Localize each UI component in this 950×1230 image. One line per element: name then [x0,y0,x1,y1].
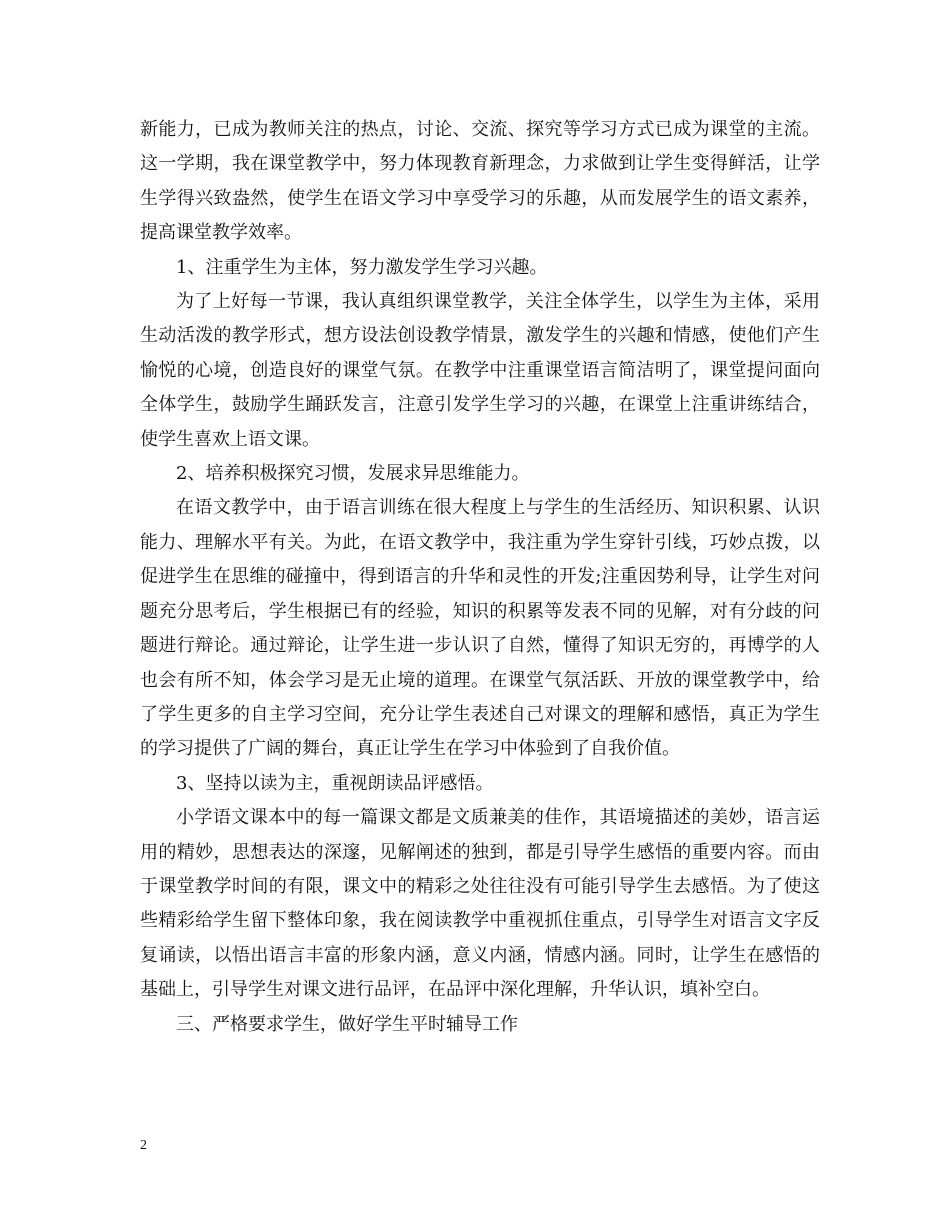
page-number: 2 [140,1138,147,1153]
section-heading-2: 2、培养积极探究习惯，发展求异思维能力。 [176,463,530,485]
paragraph-4: 小学语文课本中的每一篇课文都是文质兼美的佳作，其语境描述的美妙，语言运用的精妙，思想表达的深邃，见解阐述的独到，都是引导学生感悟的重要内容。而由于课堂教学时间的有限，课文中的精彩之处往往没有可能引导学生去感悟。为了使这些精彩给学生留下整体印象，我在阅读教学中重视抓住重点，引导学生对语言文字反复诵读，以悟出语言丰富的形象内涵，意义内涵，情感内涵。同时，让学生在感悟的基础上，引导学生对课文进行品评，在品评中深化理解，升华认识，填补空白。 [140,807,820,1001]
section-heading-1: 1、注重学生为主体，努力激发学生学习兴趣。 [176,256,548,278]
paragraph-3: 在语文教学中，由于语言训练在很大程度上与学生的生活经历、知识积累、认识能力、理解水平有关。为此，在语文教学中，我注重为学生穿针引线，巧妙点拨，以促进学生在思维的碰撞中，得到语言的升华和灵性的开发;注重因势利导，让学生对问题充分思考后，学生根据已有的经验，知识的积累等发表不同的见解，对有分歧的问题进行辩论。通过辩论，让学生进一步认识了自然，懂得了知识无穷的，再博学的人也会有所不知，体会学习是无止境的道理。在课堂气氛活跃、开放的课堂教学中，给了学生更多的自主学习空间，充分让学生表述自己对课文的理解和感悟，真正为学生的学习提供了广阔的舞台，真正让学生在学习中体验到了自我价值。 [140,497,820,760]
section-heading-3: 3、坚持以读为主，重视朗读品评感悟。 [176,772,494,794]
paragraph-2: 为了上好每一节课，我认真组织课堂教学，关注全体学生，以学生为主体，采用生动活泼的教学形式，想方设法创设教学情景，激发学生的兴趣和情感，使他们产生愉悦的心境，创造良好的课堂气氛。在教学中注重课堂语言简洁明了，课堂提问面向全体学生，鼓励学生踊跃发言，注意引发学生学习的兴趣，在课堂上注重讲练结合，使学生喜欢上语文课。 [140,291,820,450]
body-text [140,113,820,1042]
paragraph-1: 新能力，已成为教师关注的热点，讨论、交流、探究等学习方式已成为课堂的主流。这一学期，我在课堂教学中，努力体现教育新理念，力求做到让学生变得鲜活，让学生学得兴致盎然，使学生在语文学习中享受学习的乐趣，从而发展学生的语文素养，提高课堂教学效率。 [140,119,820,244]
chapter-heading-3: 三、严格要求学生，做好学生平时辅导工作 [176,1013,518,1035]
